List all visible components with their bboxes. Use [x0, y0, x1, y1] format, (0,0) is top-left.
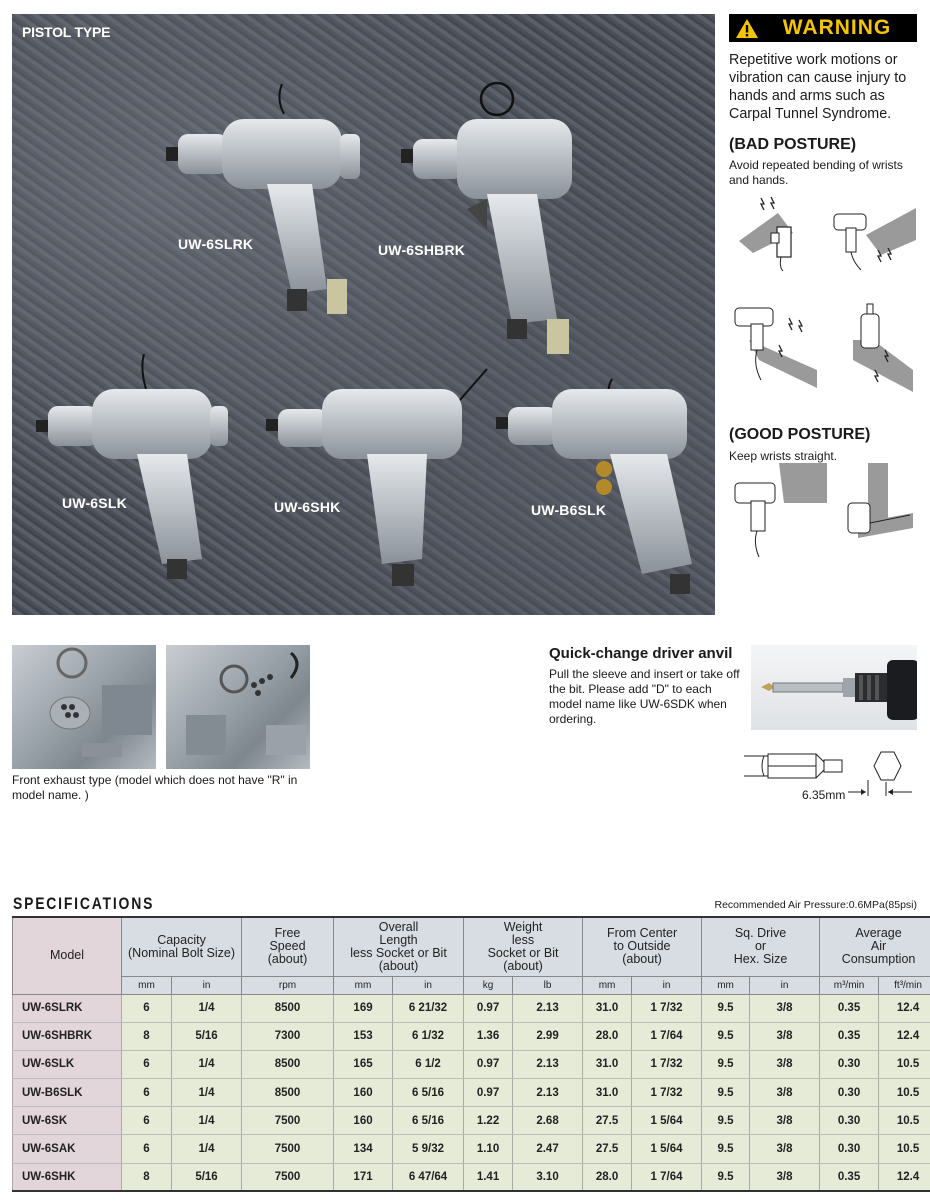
bad-posture-text: Avoid repeated bending of wrists and hands. [729, 158, 903, 187]
model-name-cell: UW-6SLK [13, 1050, 122, 1078]
good-posture-text: Keep wrists straight. [729, 449, 838, 463]
spec-value-cell: 0.97 [464, 1079, 513, 1107]
spec-value-cell: 1/4 [172, 1135, 242, 1163]
spec-value-cell: 31.0 [583, 1050, 632, 1078]
tool-label-uw-b6slk: UW-B6SLK [531, 502, 607, 518]
model-name-cell: UW-6SAK [13, 1135, 122, 1163]
unit-cell: mm [122, 976, 172, 994]
tool-label-uw-6shbrk: UW-6SHBRK [378, 242, 466, 258]
spec-value-cell: 28.0 [583, 1022, 632, 1050]
header-weight: Weight less Socket or Bit (about) [464, 917, 583, 976]
spec-value-cell: 0.35 [820, 1022, 879, 1050]
spec-value-cell: 6 47/64 [393, 1163, 464, 1191]
table-row [13, 1022, 930, 1050]
specifications-title: SPECIFICATIONS [13, 894, 155, 913]
hex-size-label: 6.35mm [802, 788, 846, 802]
table-row [13, 1135, 930, 1163]
tool-label-uw-6shk: UW-6SHK [274, 499, 341, 515]
spec-value-cell: 10.5 [879, 1135, 930, 1163]
spec-value-cell: 6 [122, 1050, 172, 1078]
spec-value-cell: 8500 [242, 1050, 334, 1078]
spec-value-cell: 2.13 [513, 1050, 583, 1078]
hero-title: PISTOL TYPE [22, 24, 111, 40]
front-exhaust-photo-1 [12, 645, 156, 769]
table-row [13, 1079, 930, 1107]
spec-value-cell: 1 7/32 [632, 1079, 702, 1107]
unit-cell: in [632, 976, 702, 994]
spec-value-cell: 1.10 [464, 1135, 513, 1163]
tool-image-uw-6slk [32, 354, 242, 584]
spec-value-cell: 1/4 [172, 1079, 242, 1107]
bad-posture-illustration-3 [729, 300, 821, 390]
model-name-cell: UW-B6SLK [13, 1079, 122, 1107]
spec-value-cell: 0.97 [464, 1050, 513, 1078]
unit-cell: mm [334, 976, 393, 994]
good-posture-heading: (GOOD POSTURE) [729, 426, 871, 443]
model-name-cell: UW-6SLRK [13, 994, 122, 1022]
spec-value-cell: 5 9/32 [393, 1135, 464, 1163]
warning-banner [729, 14, 917, 42]
spec-value-cell: 0.30 [820, 1135, 879, 1163]
unit-cell: rpm [242, 976, 334, 994]
header-capacity: Capacity (Nominal Bolt Size) [122, 917, 242, 976]
unit-cell: ft³/min [879, 976, 930, 994]
spec-value-cell: 0.30 [820, 1050, 879, 1078]
header-center: From Center to Outside (about) [583, 917, 702, 976]
spec-value-cell: 27.5 [583, 1135, 632, 1163]
table-row [13, 1050, 930, 1078]
spec-value-cell: 1/4 [172, 994, 242, 1022]
spec-value-cell: 5/16 [172, 1163, 242, 1191]
spec-value-cell: 1.22 [464, 1107, 513, 1135]
front-exhaust-photo-2 [166, 645, 310, 769]
unit-cell: mm [583, 976, 632, 994]
spec-value-cell: 1 7/64 [632, 1163, 702, 1191]
model-name-cell: UW-6SK [13, 1107, 122, 1135]
units-row [13, 976, 930, 994]
tool-image-uw-6slrk [162, 79, 372, 329]
front-exhaust-caption: Front exhaust type (model which does not have "R" in model name. ) [12, 773, 298, 802]
bad-posture-illustration-4 [843, 300, 917, 395]
spec-value-cell: 6 [122, 1079, 172, 1107]
spec-value-cell: 0.35 [820, 1163, 879, 1191]
spec-value-cell: 6 5/16 [393, 1079, 464, 1107]
header-air: Average Air Consumption [820, 917, 930, 976]
tool-image-uw-6shbrk [387, 79, 597, 359]
good-posture-illustration-1 [729, 463, 829, 563]
quick-change-heading: Quick-change driver anvil [549, 645, 733, 662]
spec-value-cell: 9.5 [702, 1163, 750, 1191]
table-row [13, 1107, 930, 1135]
table-row [13, 1163, 930, 1191]
tool-label-uw-6slk: UW-6SLK [62, 495, 127, 511]
spec-value-cell: 134 [334, 1135, 393, 1163]
spec-value-cell: 0.30 [820, 1107, 879, 1135]
spec-value-cell: 3/8 [750, 1107, 820, 1135]
spec-value-cell: 1/4 [172, 1107, 242, 1135]
unit-cell: in [172, 976, 242, 994]
spec-value-cell: 6 1/32 [393, 1022, 464, 1050]
spec-value-cell: 27.5 [583, 1107, 632, 1135]
spec-value-cell: 165 [334, 1050, 393, 1078]
spec-value-cell: 10.5 [879, 1107, 930, 1135]
hero-photo [12, 14, 715, 615]
spec-value-cell: 2.99 [513, 1022, 583, 1050]
spec-value-cell: 28.0 [583, 1163, 632, 1191]
spec-value-cell: 153 [334, 1022, 393, 1050]
spec-value-cell: 6 21/32 [393, 994, 464, 1022]
spec-value-cell: 1.41 [464, 1163, 513, 1191]
tool-image-uw-b6slk [492, 369, 707, 604]
tool-image-uw-6shk [262, 354, 492, 589]
spec-value-cell: 31.0 [583, 994, 632, 1022]
spec-value-cell: 3.10 [513, 1163, 583, 1191]
unit-cell: in [393, 976, 464, 994]
spec-value-cell: 12.4 [879, 1022, 930, 1050]
spec-value-cell: 6 5/16 [393, 1107, 464, 1135]
header-length: Overall Length less Socket or Bit (about) [334, 917, 464, 976]
unit-cell: in [750, 976, 820, 994]
spec-value-cell: 1 7/32 [632, 1050, 702, 1078]
spec-value-cell: 3/8 [750, 1163, 820, 1191]
spec-value-cell: 9.5 [702, 994, 750, 1022]
spec-value-cell: 9.5 [702, 1079, 750, 1107]
spec-value-cell: 0.35 [820, 994, 879, 1022]
spec-value-cell: 12.4 [879, 1163, 930, 1191]
spec-value-cell: 160 [334, 1107, 393, 1135]
warning-word: WARNING [782, 16, 892, 39]
warning-text: Repetitive work motions or vibration can cause injury to hands and arms such as Carpal Tunnel Syndrome. [729, 52, 907, 122]
spec-value-cell: 0.97 [464, 994, 513, 1022]
bad-posture-illustration-1 [733, 193, 813, 273]
model-name-cell: UW-6SHBRK [13, 1022, 122, 1050]
spec-value-cell: 8500 [242, 994, 334, 1022]
spec-value-cell: 5/16 [172, 1022, 242, 1050]
spec-value-cell: 1/4 [172, 1050, 242, 1078]
spec-value-cell: 3/8 [750, 994, 820, 1022]
spec-value-cell: 3/8 [750, 1050, 820, 1078]
spec-value-cell: 1.36 [464, 1022, 513, 1050]
quick-change-text: Pull the sleeve and insert or take off the bit. Please add "D" to each model name like UW-6SDK when ordering. [549, 667, 740, 726]
air-pressure-note: Recommended Air Pressure:0.6MPa(85psi) [714, 899, 917, 911]
spec-value-cell: 3/8 [750, 1022, 820, 1050]
header-speed: Free Speed (about) [242, 917, 334, 976]
spec-value-cell: 31.0 [583, 1079, 632, 1107]
unit-cell: m³/min [820, 976, 879, 994]
unit-cell: mm [702, 976, 750, 994]
spec-value-cell: 6 [122, 994, 172, 1022]
quick-change-anvil-photo [751, 645, 917, 730]
spec-value-cell: 7500 [242, 1135, 334, 1163]
spec-value-cell: 2.47 [513, 1135, 583, 1163]
specifications-table [12, 916, 930, 1192]
spec-value-cell: 9.5 [702, 1022, 750, 1050]
spec-value-cell: 6 [122, 1107, 172, 1135]
spec-value-cell: 2.13 [513, 1079, 583, 1107]
unit-cell: kg [464, 976, 513, 994]
warning-triangle-icon [729, 14, 765, 42]
spec-value-cell: 8 [122, 1163, 172, 1191]
spec-value-cell: 7500 [242, 1163, 334, 1191]
spec-value-cell: 171 [334, 1163, 393, 1191]
specifications-body [13, 994, 930, 1191]
tool-label-uw-6slrk: UW-6SLRK [178, 236, 254, 252]
spec-value-cell: 2.68 [513, 1107, 583, 1135]
spec-value-cell: 1 7/32 [632, 994, 702, 1022]
spec-value-cell: 1 5/64 [632, 1107, 702, 1135]
spec-value-cell: 1 7/64 [632, 1022, 702, 1050]
spec-value-cell: 7300 [242, 1022, 334, 1050]
spec-value-cell: 3/8 [750, 1079, 820, 1107]
spec-value-cell: 6 1/2 [393, 1050, 464, 1078]
spec-value-cell: 9.5 [702, 1050, 750, 1078]
spec-value-cell: 6 [122, 1135, 172, 1163]
spec-value-cell: 160 [334, 1079, 393, 1107]
spec-value-cell: 3/8 [750, 1135, 820, 1163]
spec-value-cell: 169 [334, 994, 393, 1022]
good-posture-illustration-2 [838, 463, 918, 563]
table-row [13, 994, 930, 1022]
spec-value-cell: 12.4 [879, 994, 930, 1022]
model-name-cell: UW-6SHK [13, 1163, 122, 1191]
unit-cell: lb [513, 976, 583, 994]
spec-value-cell: 10.5 [879, 1079, 930, 1107]
spec-value-cell: 8 [122, 1022, 172, 1050]
spec-value-cell: 7500 [242, 1107, 334, 1135]
spec-value-cell: 2.13 [513, 994, 583, 1022]
spec-value-cell: 1 5/64 [632, 1135, 702, 1163]
header-drive: Sq. Drive or Hex. Size [702, 917, 820, 976]
spec-value-cell: 0.30 [820, 1079, 879, 1107]
spec-value-cell: 9.5 [702, 1107, 750, 1135]
bad-posture-illustration-2 [826, 200, 918, 280]
bad-posture-heading: (BAD POSTURE) [729, 136, 857, 153]
header-model: Model [13, 917, 122, 994]
spec-value-cell: 10.5 [879, 1050, 930, 1078]
spec-value-cell: 8500 [242, 1079, 334, 1107]
spec-value-cell: 9.5 [702, 1135, 750, 1163]
